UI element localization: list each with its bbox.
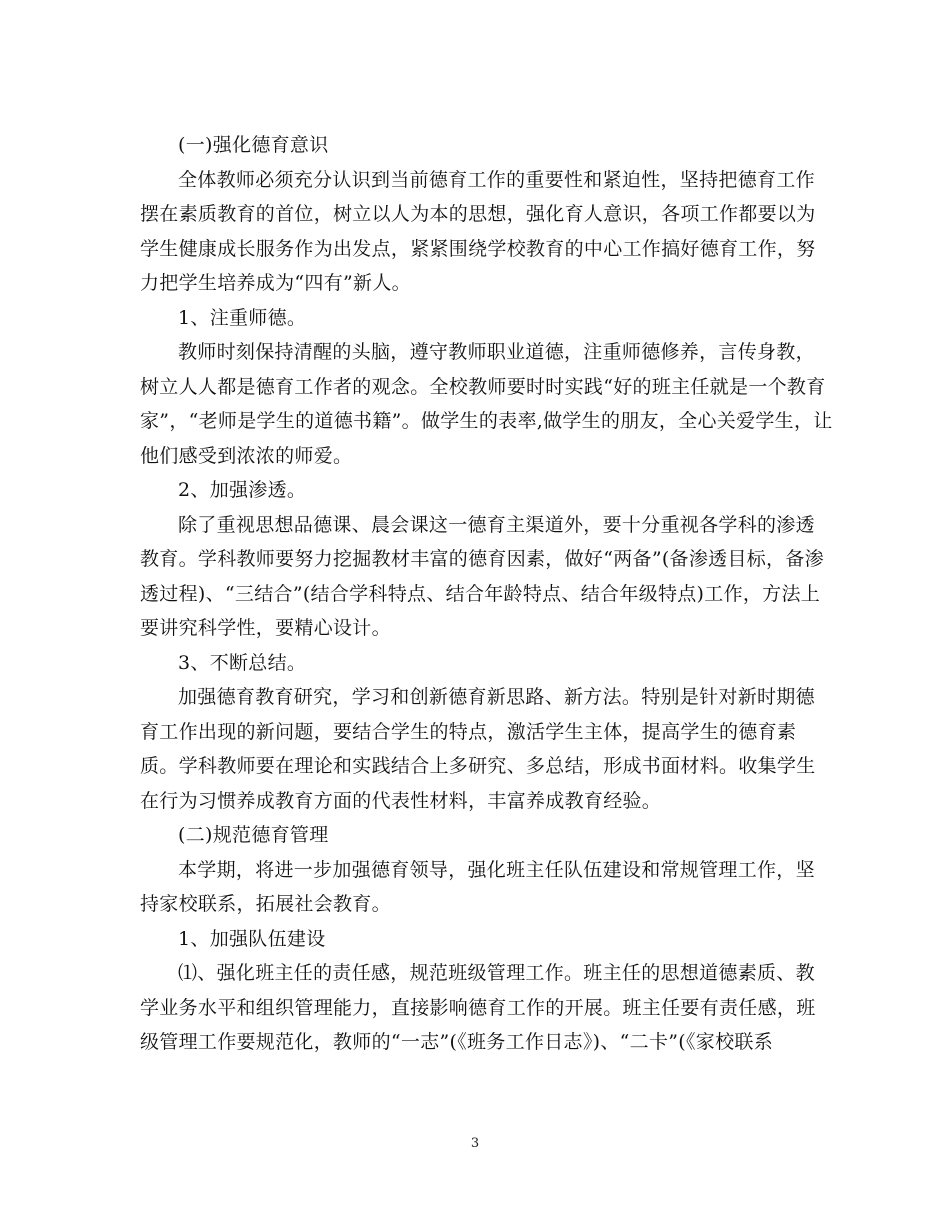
body-text xyxy=(140,128,833,1060)
text-line: 力把学生培养成为“四有”新人。 xyxy=(140,272,411,294)
text-line: 教师时刻保持清醒的头脑，遵守教师职业道德，注重师德修养，言传身教， xyxy=(178,341,815,363)
text-line: 3、不断总结。 xyxy=(178,651,307,674)
text-line: 透过程)、“三结合”(结合学科特点、结合年龄特点、结合年级特点)工作，方法上 xyxy=(140,582,821,605)
text-line: 除了重视思想品德课、晨会课这一德育主渠道外，要十分重视各学科的渗透 xyxy=(178,513,815,536)
text-line: 他们感受到浓浓的师爱。 xyxy=(140,444,353,467)
text-line: 质。学科教师要在理论和实践结合上多研究、多总结，形成书面材料。收集学生 xyxy=(140,755,816,777)
text-line: 在行为习惯养成教育方面的代表性材料，丰富养成教育经验。 xyxy=(140,789,662,812)
text-line: 1、注重师德。 xyxy=(178,306,307,329)
text-line: 2、加强渗透。 xyxy=(178,479,307,501)
text-line: 本学期，将进一步加强德育领导，强化班主任队伍建设和常规管理工作，坚 xyxy=(178,858,815,881)
text-line: 摆在素质教育的首位，树立以人为本的思想，强化育人意识，各项工作都要以为 xyxy=(140,203,816,225)
text-line: 加强德育教育研究，学习和创新德育新思路、新方法。特别是针对新时期德 xyxy=(178,686,815,708)
text-line: ⑴、强化班主任的责任感，规范班级管理工作。班主任的思想道德素质、教 xyxy=(178,962,815,984)
text-line: 级管理工作要规范化，教师的“一志”(《班务工作日志》)、“二卡”(《家校联系 xyxy=(140,1031,773,1053)
page-number: 3 xyxy=(470,1136,480,1151)
text-line: 1、加强队伍建设 xyxy=(178,927,326,950)
text-line: (一)强化德育意识 xyxy=(178,134,329,156)
text-line: 学业务水平和组织管理能力，直接影响德育工作的开展。班主任要有责任感，班 xyxy=(140,996,816,1019)
text-line: 家”，“老师是学生的道德书籍”。做学生的表率,做学生的朋友，全心关爱学生，让 xyxy=(140,410,833,432)
text-line: 学生健康成长服务作为出发点，紧紧围绕学校教育的中心工作搞好德育工作，努 xyxy=(140,237,816,260)
text-line: 持家校联系，拓展社会教育。 xyxy=(140,893,391,915)
text-line: (二)规范德育管理 xyxy=(178,824,329,846)
text-line: 要讲究科学性，要精心设计。 xyxy=(140,617,391,639)
text-line: 教育。学科教师要努力挖掘教材丰富的德育因素，做好“两备”(备渗透目标，备渗 xyxy=(140,548,824,570)
text-line: 树立人人都是德育工作者的观念。全校教师要时时实践“好的班主任就是一个教育 xyxy=(140,375,826,398)
text-line: 全体教师必须充分认识到当前德育工作的重要性和紧迫性，坚持把德育工作 xyxy=(178,168,815,191)
text-line: 育工作出现的新问题，要结合学生的特点，激活学生主体，提高学生的德育素 xyxy=(140,720,797,743)
